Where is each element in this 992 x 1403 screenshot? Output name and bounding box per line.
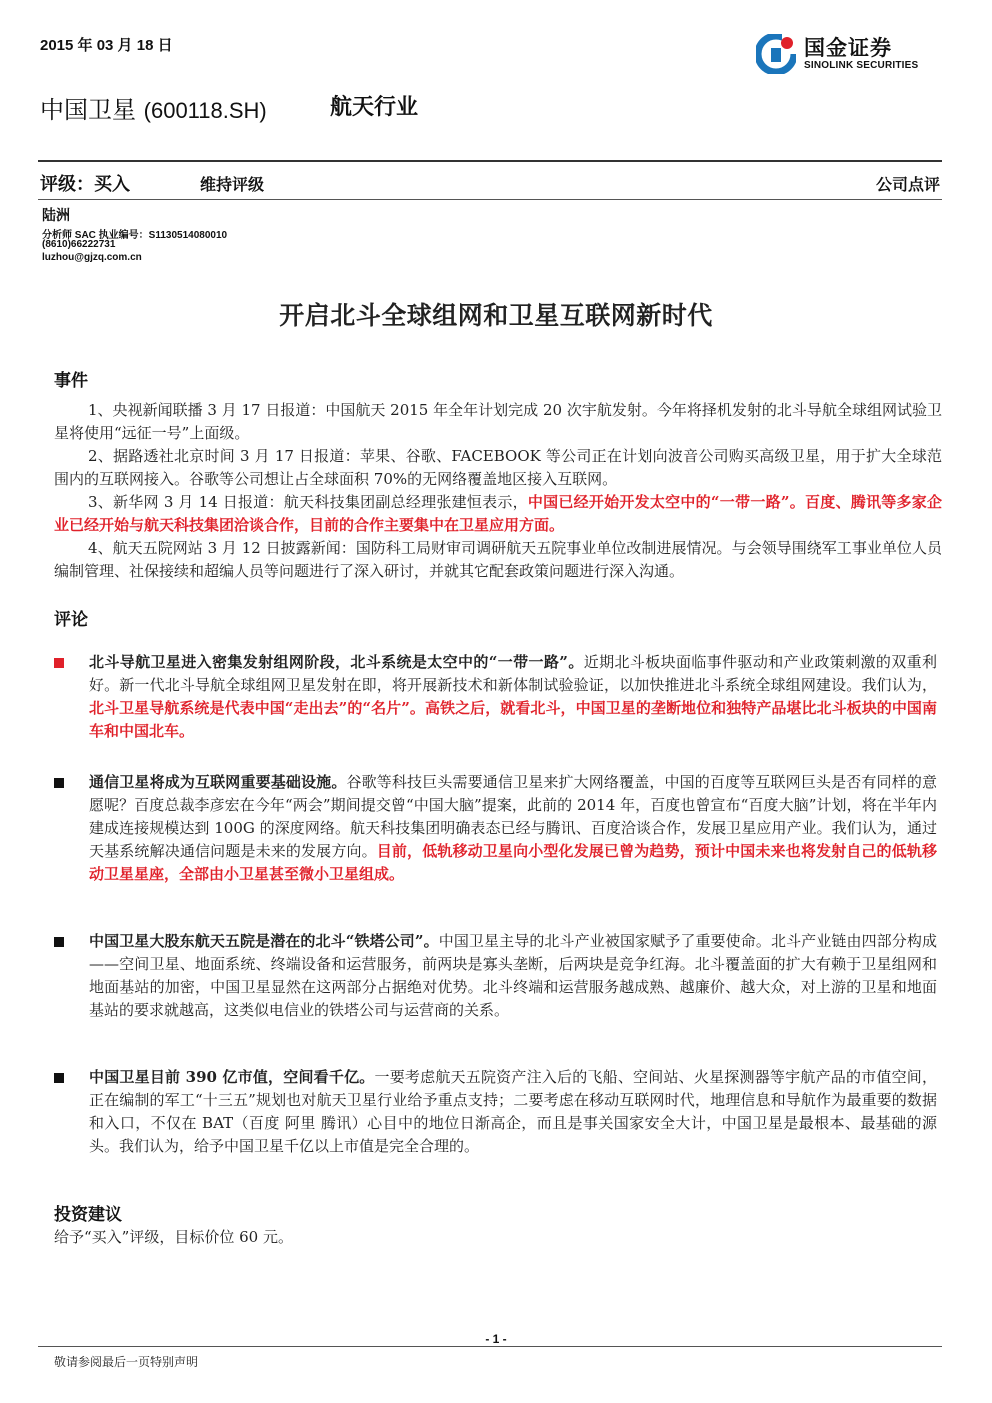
comment-paragraph xyxy=(89,1066,937,1158)
comment-body: 中国卫星主导的北斗产业被国家赋予了重要使命。北斗产业链由四部分构成——空间卫星、地面系统、终端设备和运营服务，前两块是寡头垄断，后两块是竞争红海。北斗覆盖面的扩大有赖于卫星组网和地面基站的加密，中国卫星显然在这两部分占据绝对优势。北斗终端和运营服务越成熟、越廉价、越大众，对上游的卫星和地面基站的要求就越高，这类似电信业的铁塔公司与运营商的关系。 xyxy=(89,932,937,1019)
logo-chinese-name: 国金证券 xyxy=(804,36,892,60)
comment-body: 一要考虑航天五院资产注入后的飞船、空间站、火星探测器等宇航产品的市值空间，正在编制的军工“十三五”规划也对航天卫星行业给予重点支持；二要考虑在移动互联网时代，地理信息和导航作为最重要的数据和入口，不仅在 BAT（百度 阿里 腾讯）心目中的地位日渐高企，而且是事关国家安全大计，中国卫星是最根本、最基础的源头。我们认为，给予中国卫星千亿以上市值是完全合理的。 xyxy=(89,1068,937,1155)
rating-label: 评级：买入 xyxy=(40,174,130,195)
company-title xyxy=(40,90,267,125)
events-heading: 事件 xyxy=(54,371,88,391)
footer-divider xyxy=(38,1346,942,1347)
page-number: - 1 - xyxy=(485,1332,507,1346)
bullet-square-icon xyxy=(54,658,64,668)
event-paragraph xyxy=(54,491,942,537)
comment-lead: 北斗导航卫星进入密集发射组网阶段，北斗系统是太空中的“一带一路”。 xyxy=(89,653,584,671)
company-name: 中国卫星 xyxy=(40,96,136,124)
comment-lead: 通信卫星将成为互联网重要基础设施。 xyxy=(89,773,347,791)
analyst-sac-number: 分析师 SAC 执业编号：S1130514080010 xyxy=(42,230,228,241)
sinolink-logo xyxy=(756,30,946,76)
bullet-square-icon xyxy=(54,1073,64,1083)
comment-heading: 评论 xyxy=(54,610,88,630)
event-paragraph xyxy=(54,399,942,445)
comment-paragraph xyxy=(89,651,937,743)
comment-highlight: 目前，低轨移动卫星向小型化发展已曾为趋势，预计中国未来也将发射自己的低轨移动卫星星座，全部由小卫星甚至微小卫星组成。 xyxy=(89,842,937,883)
event-paragraph xyxy=(54,445,942,491)
event-text: 3、新华网 3 月 14 日报道：航天科技集团副总经理张建恒表示， xyxy=(88,493,528,511)
analyst-name: 陆洲 xyxy=(42,208,70,224)
logo-english-name: SINOLINK SECURITIES xyxy=(804,60,919,71)
event-paragraph xyxy=(54,537,942,583)
report-date: 2015 年 03 月 18 日 xyxy=(40,37,173,54)
industry-label: 航天行业 xyxy=(330,94,419,120)
event-highlight: 中国已经开始开发太空中的“一带一路”。百度、腾讯等多家企业已经开始与航天科技集团洽谈合作，目前的合作主要集中在卫星应用方面。 xyxy=(54,493,942,534)
event-text: 1、央视新闻联播 3 月 17 日报道：中国航天 2015 年全年计划完成 20 次宇航发射。今年将择机发射的北斗导航全球组网试验卫星将使用“远征一号”上面级。 xyxy=(54,401,942,442)
maintain-rating-label: 维持评级 xyxy=(200,175,265,194)
report-type-label: 公司点评 xyxy=(875,175,940,194)
analyst-phone: (8610)66222731 xyxy=(42,239,116,250)
comment-paragraph xyxy=(89,930,937,1022)
event-text: 4、航天五院网站 3 月 12 日披露新闻：国防科工局财审司调研航天五院事业单位改制进展情况。与会领导围绕军工事业单位人员编制管理、社保接续和超编人员等问题进行了深入研讨，并就其它配套政策问题进行深入沟通。 xyxy=(54,539,942,580)
comment-body: 近期北斗板块面临事件驱动和产业政策刺激的双重利好。新一代北斗导航全球组网卫星发射在即，将开展新技术和新体制试验验证，以加快推进北斗系统全球组网建设。我们认为， xyxy=(89,653,937,694)
logo-mark-icon xyxy=(756,34,796,74)
report-headline: 开启北斗全球组网和卫星互联网新时代 xyxy=(279,301,713,330)
comment-paragraph xyxy=(89,771,937,886)
comment-highlight: 北斗卫星导航系统是代表中国“走出去”的“名片”。高铁之后，就看北斗，中国卫星的垄断地位和独特产品堪比北斗板块的中国南车和中国北车。 xyxy=(89,699,937,740)
bullet-square-icon xyxy=(54,778,64,788)
comment-lead: 中国卫星目前 390 亿市值，空间看千亿。 xyxy=(89,1068,375,1086)
bullet-square-icon xyxy=(54,937,64,947)
stock-ticker: (600118.SH) xyxy=(143,98,267,123)
event-text: 2、据路透社北京时间 3 月 17 日报道：苹果、谷歌、FACEBOOK 等公司正在计划向波音公司购买高级卫星，用于扩大全球范围内的互联网接入。谷歌等公司想让占全球面积 70%的无网络覆盖地区接入互联网。 xyxy=(54,447,942,488)
comment-lead: 中国卫星大股东航天五院是潜在的北斗“铁塔公司”。 xyxy=(89,932,439,950)
comment-body: 谷歌等科技巨头需要通信卫星来扩大网络覆盖，中国的百度等互联网巨头是否有同样的意愿呢？百度总裁李彦宏在今年“两会”期间提交曾“中国大脑”提案，此前的 2014 年，百度也曾宣布“百度大脑”计划，将在半年内建成连接规模达到 100G 的深度网络。航天科技集团明确表态已经与腾讯、百度洽谈合作，发展卫星应用产业。我们认为，通过天基系统解决通信问题是未来的发展方向。 xyxy=(89,773,937,860)
rating-divider xyxy=(38,199,942,200)
analyst-email[interactable]: luzhou@gjzq.com.cn xyxy=(42,252,142,263)
header-divider xyxy=(38,160,942,162)
investment-text: 给予“买入”评级，目标价位 60 元。 xyxy=(54,1228,293,1246)
footer-disclaimer: 敬请参阅最后一页特别声明 xyxy=(54,1355,199,1369)
investment-heading: 投资建议 xyxy=(54,1205,122,1225)
